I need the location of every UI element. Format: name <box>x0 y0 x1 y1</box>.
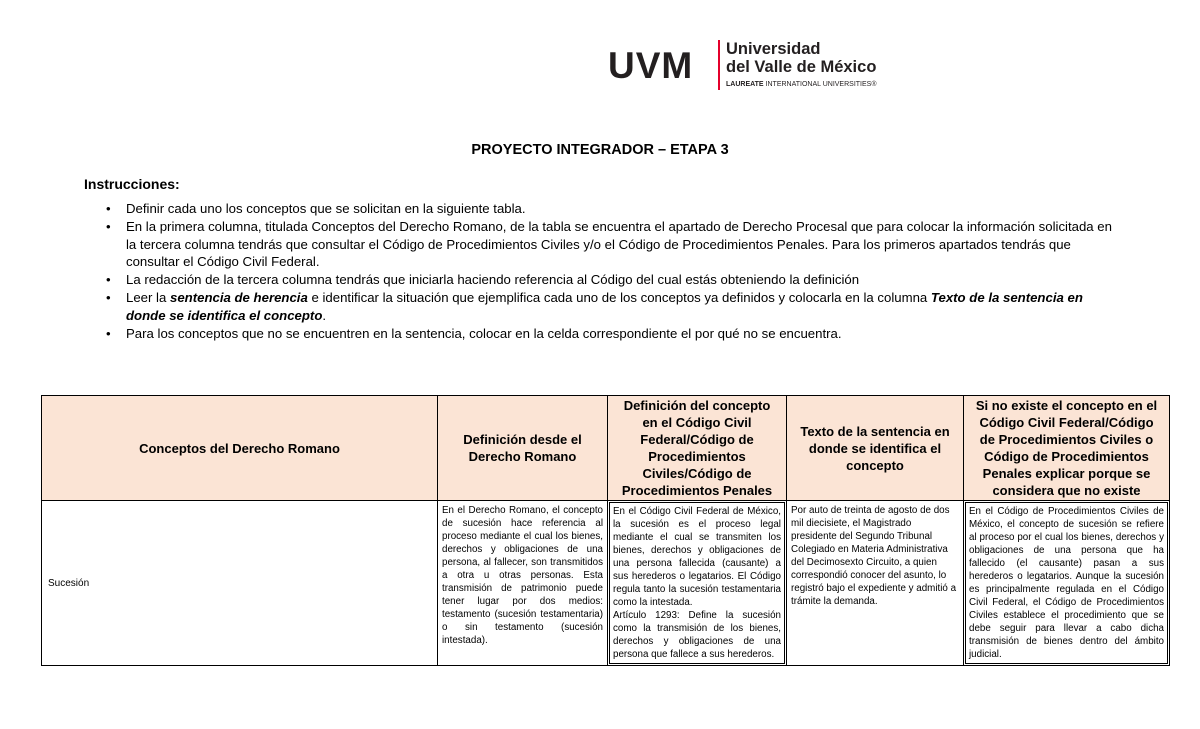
bullet-text: e identificar la situación que ejemplifica cada uno de los conceptos ya definidos y colocarla en la columna <box>307 289 931 305</box>
bullet-text: Leer la <box>126 289 170 305</box>
bullet-text: Para los conceptos que no se encuentren en la sentencia, colocar en la celda correspondiente el por qué no se encuentra. <box>126 325 842 341</box>
instructions-list <box>106 200 1118 342</box>
bullet-emphasis: sentencia de herencia <box>170 289 308 305</box>
bullet-text: La redacción de la tercera columna tendrás que iniciarla haciendo referencia al Código del cual estás obteniendo la definición <box>126 272 860 288</box>
code-paragraph: En el Código Civil Federal de México, la sucesión es el proceso legal mediante el cual se transmiten los bienes, derechos y obligaciones de una persona fallecida (causante) a sus herederos o legatarios. El Código regula tanto la sucesión testamentaria como la intestada. <box>613 506 781 608</box>
cell-not-exists: En el Código de Procedimientos Civiles de México, el concepto de sucesión se refiere al proceso por el cual los bienes, derechos y obligaciones de una persona que ha fallecido (el causante) pasan a sus herederos o legatarios. Aunque la sucesión es principalmente regulada en el Código Civil Federal, el Código de Procedimientos Civiles establece el procedimiento que se debe seguir para llevar a cabo dicha transmisión de bienes dentro del ámbito judicial. <box>964 501 1170 666</box>
bullet-text: Definir cada uno los conceptos que se solicitan en la siguiente tabla. <box>126 201 526 216</box>
cell-concept: Sucesión <box>42 501 438 666</box>
bullet-icon: • <box>106 218 111 234</box>
bullet-text: En la primera columna, titulada Conceptos del Derecho Romano, de la tabla se encuentra el apartado de Derecho Procesal que para colocar la información solicitada en la tercera columna tendrás que consultar el Código de Procedimientos Civiles y/o el Código de Procedimientos Penales. Para los primeros apartados tendrás que consultar el Código Civil Federal. <box>126 218 1112 270</box>
bullet-icon: • <box>106 289 111 305</box>
bullet-text: . <box>322 307 327 323</box>
bullet-icon: • <box>106 201 111 216</box>
cell-roman-definition: En el Derecho Romano, el concepto de sucesión hace referencia al proceso mediante el cual los bienes, derechos y obligaciones de una persona, al fallecer, son transmitidos a otra u otras personas. Esta transmisión de patrimonio puede tener lugar por dos medios: testamento (sucesión testamentaria) o sin testamento (sucesión intestada). <box>438 501 608 666</box>
header-roman-definition: Definición desde el Derecho Romano <box>438 396 608 501</box>
document-title: PROYECTO INTEGRADOR – ETAPA 3 <box>471 142 729 158</box>
logo-divider <box>718 40 720 90</box>
logo-laureate-bold: LAUREATE <box>726 81 764 88</box>
cell-code-definition <box>608 501 787 666</box>
logo-university: Universidad <box>726 40 821 58</box>
header-not-exists: Si no existe el concepto en el Código Civil Federal/Código de Procedimientos Civiles o Código de Procedimientos Penales explicar porque se considera que no existe <box>964 396 1170 501</box>
table-header-row <box>42 396 1170 501</box>
logo-laureate-rest: INTERNATIONAL UNIVERSITIES® <box>763 81 877 88</box>
bullet-icon: • <box>106 272 111 288</box>
concepts-table <box>41 395 1170 666</box>
header-code-definition: Definición del concepto en el Código Civil Federal/Código de Procedimientos Civiles/Código de Procedimientos Penales <box>608 396 787 501</box>
bullet-emphasis: Texto de la sentencia en donde se identifica el concepto <box>126 289 1083 323</box>
uvm-logo <box>608 40 877 92</box>
list-item <box>106 271 1118 289</box>
code-paragraph: Artículo 1293: Define la sucesión como la transmisión de los bienes, derechos y obligaciones de una persona que fallece a sus herederos. <box>613 610 781 660</box>
table-row <box>42 501 1170 666</box>
header-sentence-text: Texto de la sentencia en donde se identifica el concepto <box>787 396 964 501</box>
list-item <box>106 200 1118 218</box>
list-item <box>106 289 1118 325</box>
logo-mark: UVM <box>608 45 694 86</box>
list-item <box>106 218 1118 271</box>
logo-university-name: del Valle de México <box>726 58 877 76</box>
header-concepts: Conceptos del Derecho Romano <box>42 396 438 501</box>
bullet-icon: • <box>106 325 111 341</box>
list-item <box>106 325 1118 343</box>
logo-laureate <box>726 80 877 89</box>
cell-sentence-text: Por auto de treinta de agosto de dos mil diecisiete, el Magistrado presidente del Segundo Tribunal Colegiado en Materia Administrativa del Decimosexto Circuito, a quien correspondió conocer del asunto, lo registró bajo el expediente y admitió a trámite la demanda. <box>787 501 964 666</box>
instructions-heading: Instrucciones: <box>84 176 180 192</box>
